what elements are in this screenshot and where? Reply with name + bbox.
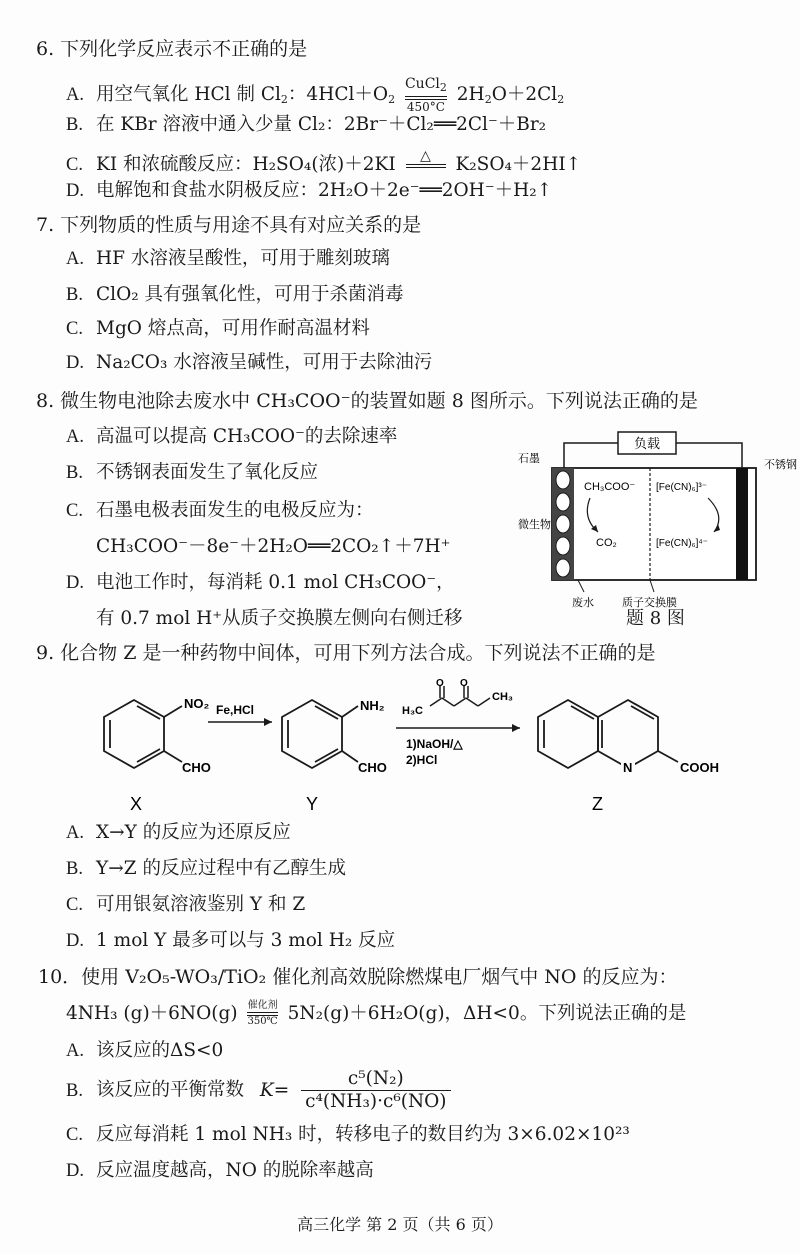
y-cho-label: CHO: [358, 760, 387, 775]
fe4-label: [Fe(CN)₆]⁴⁻: [656, 538, 708, 549]
q9-option-c: C. 可用银氨溶液鉴别 Y 和 Z: [66, 894, 306, 915]
q6-option-a: A. 用空气氧化 HCl 制 $Cl_2$：$4HCl+O_2$ CuCl$_2$ 450°C $2H_2O+2Cl_2$: [66, 76, 565, 114]
q10-option-b: B. 该反应的平衡常数 K= $\frac{\text{c⁵(N₂)}}{\text{c⁴(NH₃)·c⁶(NO)}}$: [66, 1068, 451, 1113]
right-wire: [676, 443, 742, 468]
y-label: Y: [306, 794, 319, 814]
x-cho-label: CHO: [182, 760, 211, 775]
ethyl-acetoacetate-structure: [430, 686, 490, 706]
wastewater-label: 废水: [572, 597, 594, 609]
q10-option-d: D. 反应温度越高，NO 的脱除率越高: [66, 1160, 374, 1181]
page-footer: 高三化学 第 2 页（共 6 页）: [297, 1215, 503, 1234]
reagent-o-label-1: O: [436, 678, 444, 689]
z-label: Z: [592, 794, 603, 814]
q10-option-a: A. 该反应的ΔS<0: [66, 1040, 224, 1061]
q7-stem: 7. 下列物质的性质与用途不具有对应关系的是: [36, 214, 422, 236]
steel-label: 不锈钢: [764, 459, 797, 471]
membrane-label: 质子交换膜: [622, 597, 677, 609]
q10-catalyst-condition: 催化剂 350℃: [247, 1000, 278, 1027]
compound-x-structure: [104, 700, 182, 768]
equilibrium-constant-fraction: $\frac{\text{c⁵(N₂)}}{\text{c⁴(NH₃)·c⁶(NO)}}$: [301, 1068, 450, 1113]
co2-label: CO₂: [596, 537, 617, 549]
q7-option-d: D. Na₂CO₃ 水溶液呈碱性，可用于去除油污: [66, 352, 433, 373]
q8-option-d: D. 电池工作时，每消耗 0.1 mol CH₃COO⁻，: [66, 572, 455, 593]
q8-option-b: B. 不锈钢表面发生了氧化反应: [66, 462, 319, 483]
q9-option-b: B. Y→Z 的反应过程中有乙醇生成: [66, 858, 346, 879]
step-2-label: 2)HCl: [406, 753, 438, 767]
q8-option-c: C. 石墨电极表面发生的电极反应为：: [66, 500, 374, 521]
x-no2-label: NO₂: [184, 696, 210, 711]
q6-option-b: B. 在 KBr 溶液中通入少量 Cl₂：2Br⁻＋Cl₂══2Cl⁻＋Br₂: [66, 114, 547, 135]
microbe-cells: [556, 471, 570, 577]
q9-option-d: D. 1 mol Y 最多可以与 3 mol H₂ 反应: [66, 930, 396, 951]
q7-option-b: B. ClO₂ 具有强氧化性，可用于杀菌消毒: [66, 284, 404, 305]
compound-z-structure: [538, 700, 678, 768]
q10-stem: 10．使用 V₂O₅-WO₃/TiO₂ 催化剂高效脱除燃煤电厂烟气中 NO 的反应为：: [38, 966, 678, 988]
q7-option-a: A. HF 水溶液呈酸性，可用于雕刻玻璃: [66, 248, 390, 269]
x-label: X: [130, 794, 143, 814]
steel-electrode: [736, 468, 748, 580]
q9-synthesis-scheme: [90, 678, 730, 818]
q8-option-d-cont: 有 0.7 mol H⁺从质子交换膜左侧向右侧迁移: [96, 608, 463, 629]
load-label: 负载: [633, 436, 661, 451]
y-nh2-label: NH₂: [360, 698, 385, 713]
left-wire: [564, 443, 618, 468]
q10-equation: 4NH₃ (g)＋6NO(g) 催化剂 350℃ 5N₂(g)＋6H₂O(g)，ΔH<0。下列说法正确的是: [66, 1000, 687, 1027]
q9-option-a: A. X→Y 的反应为还原反应: [66, 822, 291, 843]
microbe-label: 微生物: [518, 519, 551, 531]
reagent-h3c-label: H₃C: [402, 705, 423, 717]
ch3coo-label: CH₃COO⁻: [584, 481, 636, 493]
q8-stem: 8. 微生物电池除去废水中 CH₃COO⁻的装置如题 8 图所示。下列说法正确的是: [36, 390, 698, 412]
reagent-ch3-label: CH₃: [492, 691, 513, 703]
z-n-label: N: [623, 760, 633, 775]
figure-8-cell-diagram: [518, 428, 797, 628]
q7-option-c: C. MgO 熔点高，可用作耐高温材料: [66, 318, 370, 339]
q10-option-c: C. 反应每消耗 1 mol NH₃ 时，转移电子的数目约为 3×6.02×10²³: [66, 1124, 630, 1145]
q8-option-c-equation: CH₃COO⁻－8e⁻＋2H₂O══2CO₂↑＋7H⁺: [96, 536, 451, 557]
compound-y-structure: [282, 700, 358, 768]
figure-8-caption: 题 8 图: [626, 608, 685, 629]
fe3-label: [Fe(CN)₆]³⁻: [656, 482, 707, 493]
reagent-1-label: Fe,HCl: [216, 703, 255, 717]
reagent-o-label-2: O: [460, 678, 468, 689]
q6-c-heat-condition: △: [406, 148, 446, 182]
q6-option-c: C. KI 和浓硫酸反应：H₂SO₄(浓)＋2KI △ K₂SO₄＋2HI↑: [66, 148, 581, 182]
q6-a-condition: CuCl$_2$ 450°C: [404, 76, 447, 114]
q8-option-a: A. 高温可以提高 CH₃COO⁻的去除速率: [66, 426, 398, 447]
q6-stem: 6. 下列化学反应表示不正确的是: [36, 38, 308, 60]
step-1-label: 1)NaOH/△: [406, 737, 463, 751]
z-cooh-label: COOH: [680, 760, 719, 775]
q9-stem: 9. 化合物 Z 是一种药物中间体，可用下列方法合成。下列说法不正确的是: [36, 642, 656, 664]
cell-container: [552, 468, 756, 580]
graphite-label: 石墨: [518, 453, 540, 465]
q6-option-d: D. 电解饱和食盐水阴极反应：2H₂O＋2e⁻══2OH⁻＋H₂↑: [66, 180, 553, 201]
